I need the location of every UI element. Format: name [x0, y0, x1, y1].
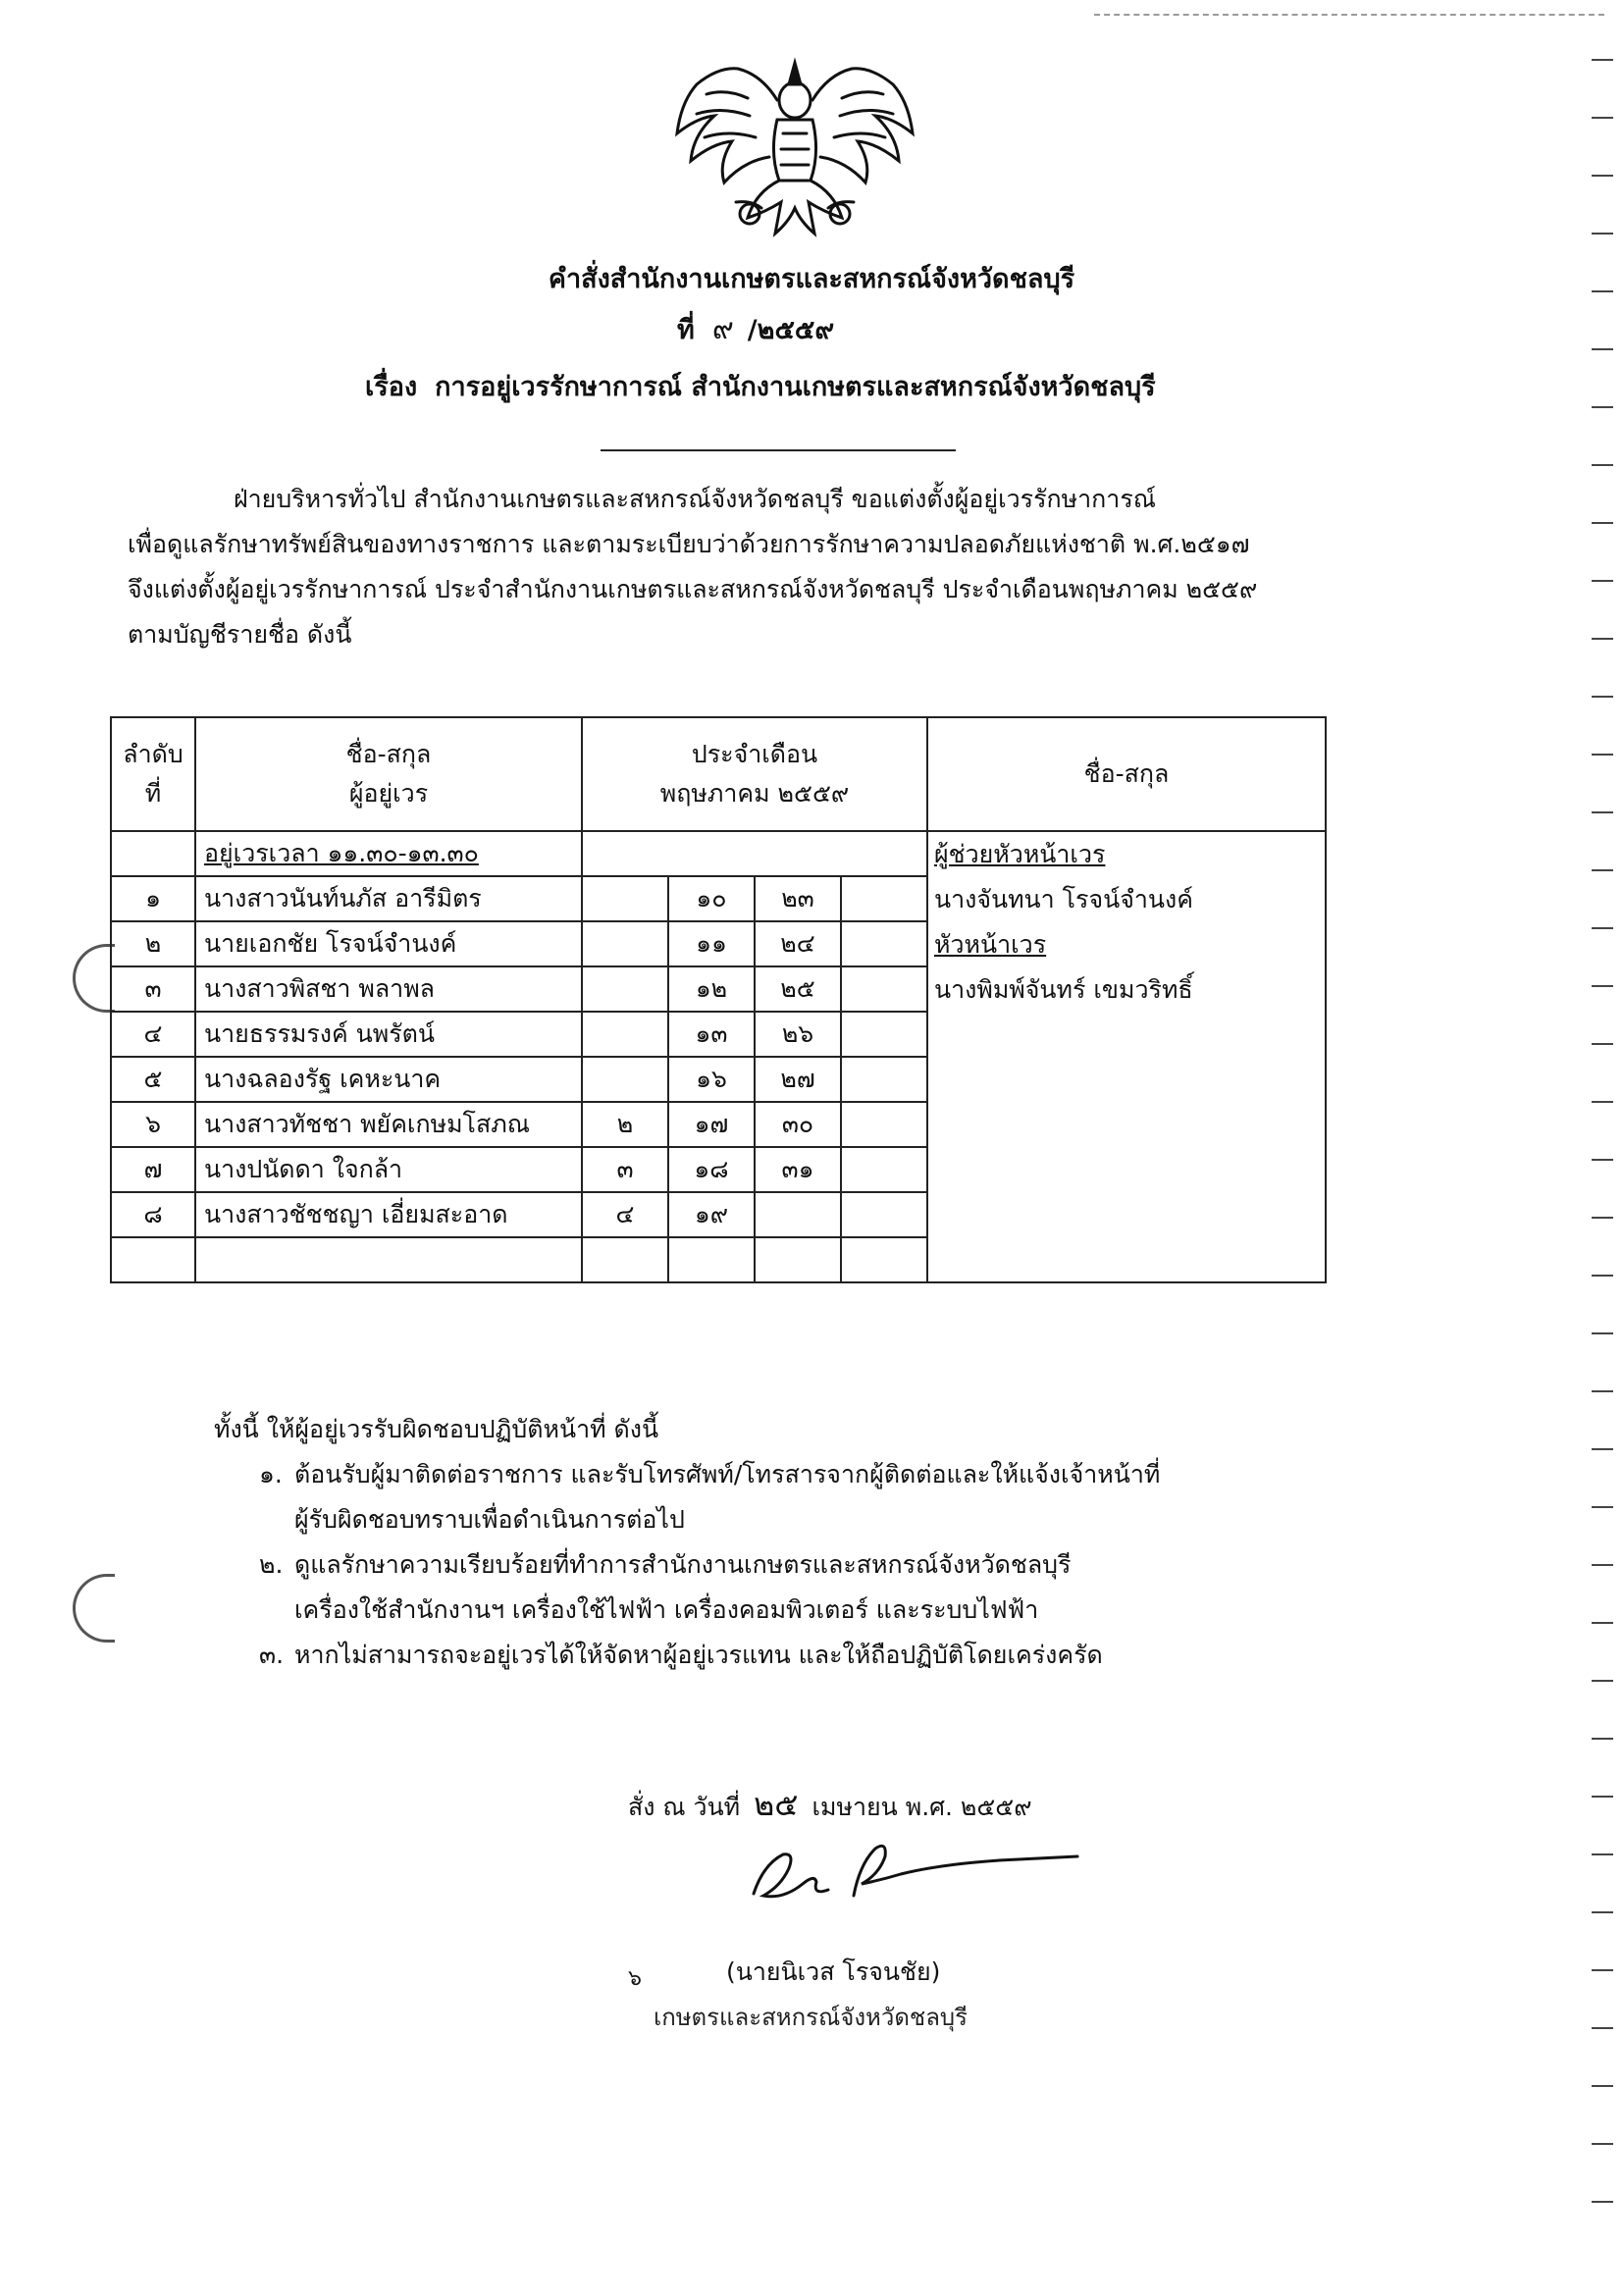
- col-header-no: [111, 717, 195, 831]
- assistant-head-name: นางจันทนา โรจน์จำนงค์: [934, 885, 1193, 913]
- scan-edge-tick: [1592, 1506, 1613, 1508]
- scan-edge-tick: [1592, 2143, 1613, 2145]
- signed-day: ๒๕: [754, 1786, 799, 1823]
- row-day-3: ๒๓: [755, 876, 841, 921]
- row-day-3: ๓๑: [755, 1147, 841, 1192]
- row-no: ๑: [111, 876, 195, 921]
- row-no: ๖: [111, 1102, 195, 1147]
- scan-edge-tick: [1592, 1564, 1613, 1566]
- scan-edge-tick: [1592, 1853, 1613, 1855]
- table-cell: [582, 831, 927, 876]
- row-day-3: ๒๕: [755, 966, 841, 1012]
- scan-edge-tick: [1592, 754, 1613, 756]
- row-day-1: [582, 966, 668, 1012]
- scan-edge-tick: [1592, 1738, 1613, 1740]
- col-header-right-name: ชื่อ-สกุล: [927, 717, 1326, 831]
- scan-edge-tick: [1592, 811, 1613, 813]
- handwritten-signature: [744, 1825, 1087, 1913]
- row-name: นางปนัดดา ใจกล้า: [195, 1147, 582, 1192]
- row-no: ๘: [111, 1192, 195, 1237]
- header-divider: [601, 449, 956, 451]
- duty-text-continued: ผู้รับผิดชอบทราบเพื่อดำเนินการต่อไป: [294, 1505, 685, 1534]
- table-cell: [195, 1237, 582, 1282]
- row-no: ๔: [111, 1012, 195, 1057]
- col-header-name-line1: ชื่อ-สกุล: [345, 740, 432, 768]
- row-day-4: [841, 1102, 927, 1147]
- row-day-1: ๔: [582, 1192, 668, 1237]
- scan-edge-tick: [1592, 1217, 1613, 1219]
- col-header-name-line2: ผู้อยู่เวร: [348, 779, 429, 808]
- table-cell: [111, 1237, 195, 1282]
- scan-edge-tick: [1592, 406, 1613, 408]
- order-title: คำสั่งสำนักงานเกษตรและสหกรณ์จังหวัดชลบุรี: [548, 264, 1075, 294]
- shift-time-cell: [195, 831, 582, 876]
- row-day-3: ๒๖: [755, 1012, 841, 1057]
- scan-edge-tick: [1592, 1448, 1613, 1450]
- scan-edge-tick: [1592, 869, 1613, 871]
- subject-label: เรื่อง: [365, 372, 418, 402]
- head-label: [934, 922, 1325, 967]
- row-day-4: [841, 966, 927, 1012]
- scan-edge-tick: [1592, 117, 1613, 119]
- row-day-3: ๒๔: [755, 921, 841, 966]
- binder-hole-mark: [73, 944, 115, 1013]
- row-name: นายเอกชัย โรจน์จำนงค์: [195, 921, 582, 966]
- table-cell: [841, 1237, 927, 1282]
- table-cell: [668, 1237, 755, 1282]
- assistant-head-label: [934, 832, 1325, 877]
- scan-edge-tick: [1592, 2085, 1613, 2087]
- table-cell: [755, 1237, 841, 1282]
- duty-text: ต้อนรับผู้มาติดต่อราชการ และรับโทรศัพท์/โทรสารจากผู้ติดต่อและให้แจ้งเจ้าหน้าที่: [294, 1460, 1161, 1488]
- scan-edge-tick: [1592, 985, 1613, 987]
- row-name: นางฉลองรัฐ เคหะนาค: [195, 1057, 582, 1102]
- scan-edge-tick: [1592, 1796, 1613, 1798]
- garuda-emblem-icon: [667, 55, 922, 251]
- duty-text-continued: เครื่องใช้สำนักงานฯ เครื่องใช้ไฟฟ้า เครื่องคอมพิวเตอร์ และระบบไฟฟ้า: [294, 1595, 1039, 1624]
- row-day-1: [582, 876, 668, 921]
- row-day-2: ๑๑: [668, 921, 755, 966]
- table-row-shift: [111, 831, 1326, 876]
- table-cell: [582, 1237, 668, 1282]
- row-name: นางสาวพิสชา พลาพล: [195, 966, 582, 1012]
- row-day-2: ๑๖: [668, 1057, 755, 1102]
- scan-edge-tick: [1592, 1159, 1613, 1161]
- head-label-text: หัวหน้าเวร: [934, 930, 1047, 959]
- order-number: [677, 306, 834, 352]
- intro-line-3: จึงแต่งตั้งผู้อยู่เวรรักษาการณ์ ประจำสำนักงานเกษตรและสหกรณ์จังหวัดชลบุรี ประจำเดือนพฤษภาคม ๒๕๕๙: [128, 575, 1258, 603]
- scan-edge-tick: [1592, 1043, 1613, 1045]
- row-day-1: ๒: [582, 1102, 668, 1147]
- scan-edge-tick: [1592, 1911, 1613, 1913]
- row-day-2: ๑๘: [668, 1147, 755, 1192]
- duties-section: [214, 1407, 1160, 1678]
- scan-edge-tick: [1592, 1101, 1613, 1103]
- scan-edge-tick: [1592, 59, 1613, 61]
- row-name: นางสาวทัชชา พยัคเกษมโสภณ: [195, 1102, 582, 1147]
- row-day-4: [841, 876, 927, 921]
- intro-line-4: ตามบัญชีรายชื่อ ดังนี้: [128, 620, 352, 649]
- scan-edge-tick: [1592, 927, 1613, 929]
- duty-item: [259, 1633, 1160, 1678]
- row-day-4: [841, 1012, 927, 1057]
- intro-line-1: ฝ่ายบริหารทั่วไป สำนักงานเกษตรและสหกรณ์จังหวัดชลบุรี ขอแต่งตั้งผู้อยู่เวรรักษาการณ์: [234, 485, 1156, 513]
- scan-top-dashes: [1094, 14, 1604, 16]
- row-name: นางสาวชัชชญา เอี่ยมสะอาด: [195, 1192, 582, 1237]
- scan-edge-tick: [1592, 348, 1613, 350]
- order-year: /๒๕๕๙: [747, 315, 835, 345]
- scan-edge-tick: [1592, 696, 1613, 698]
- row-day-4: [841, 1192, 927, 1237]
- row-day-1: [582, 1012, 668, 1057]
- row-name: นางสาวนันท์นภัส อารีมิตร: [195, 876, 582, 921]
- row-day-2: ๑๙: [668, 1192, 755, 1237]
- row-day-1: [582, 1057, 668, 1102]
- order-subject: [365, 365, 1156, 407]
- col-header-no-line2: ที่: [144, 779, 162, 808]
- scan-edge-marks: [1592, 59, 1617, 2257]
- head-name: นางพิมพ์จันทร์ เขมวริทธิ์: [934, 975, 1193, 1004]
- signed-date-prefix: สั่ง ณ วันที่: [628, 1793, 741, 1821]
- col-header-month: [582, 717, 927, 831]
- row-no: ๓: [111, 966, 195, 1012]
- scan-edge-tick: [1592, 233, 1613, 235]
- table-cell: [111, 831, 195, 876]
- binder-hole-mark: [73, 1574, 115, 1643]
- row-day-3: [755, 1192, 841, 1237]
- duty-number: ๓.: [259, 1641, 285, 1669]
- col-header-month-line2: พฤษภาคม ๒๕๕๙: [659, 779, 850, 808]
- duty-number: ๒.: [259, 1550, 284, 1579]
- scan-edge-tick: [1592, 1275, 1613, 1277]
- row-day-2: ๑๓: [668, 1012, 755, 1057]
- row-day-1: [582, 921, 668, 966]
- duty-item: [259, 1452, 1160, 1497]
- row-day-4: [841, 921, 927, 966]
- scan-edge-tick: [1592, 2201, 1613, 2203]
- row-day-3: ๒๗: [755, 1057, 841, 1102]
- scan-edge-tick: [1592, 580, 1613, 582]
- signed-date: [628, 1780, 1032, 1830]
- row-no: ๗: [111, 1147, 195, 1192]
- row-day-3: ๓๐: [755, 1102, 841, 1147]
- duty-leaders-cell: [927, 831, 1326, 1282]
- shift-time: อยู่เวรเวลา ๑๑.๓๐-๑๓.๓๐: [204, 839, 479, 867]
- duty-number: ๑.: [259, 1460, 283, 1488]
- signer-position: เกษตรและสหกรณ์จังหวัดชลบุรี: [654, 2004, 969, 2031]
- assistant-head-label-text: ผู้ช่วยหัวหน้าเวร: [934, 840, 1106, 868]
- col-header-month-line1: ประจำเดือน: [691, 740, 818, 768]
- row-name: นายธรรมรงค์ นพรัตน์: [195, 1012, 582, 1057]
- order-number-label: ที่: [677, 315, 695, 345]
- signer-name: (นายนิเวส โรจนชัย): [726, 1957, 941, 1986]
- duty-item: [259, 1542, 1160, 1588]
- table-header-row: [111, 717, 1326, 831]
- col-header-name: [195, 717, 582, 831]
- scan-edge-tick: [1592, 1622, 1613, 1624]
- scan-edge-tick: [1592, 175, 1613, 177]
- duty-text: หากไม่สามารถจะอยู่เวรได้ให้จัดหาผู้อยู่เวรแทน และให้ถือปฏิบัติโดยเคร่งครัด: [294, 1641, 1103, 1669]
- row-day-1: ๓: [582, 1147, 668, 1192]
- scan-edge-tick: [1592, 1680, 1613, 1682]
- scan-edge-tick: [1592, 522, 1613, 524]
- duty-roster-table: [110, 716, 1327, 1283]
- row-day-2: ๑๗: [668, 1102, 755, 1147]
- scan-edge-tick: [1592, 1969, 1613, 1971]
- row-day-2: ๑๐: [668, 876, 755, 921]
- order-number-value: ๙: [711, 312, 734, 346]
- scan-edge-tick: [1592, 1390, 1613, 1392]
- row-no: ๒: [111, 921, 195, 966]
- duties-intro: ทั้งนี้ ให้ผู้อยู่เวรรับผิดชอบปฏิบัติหน้าที่ ดังนี้: [214, 1415, 659, 1443]
- signed-month-year: เมษายน พ.ศ. ๒๕๕๙: [812, 1793, 1032, 1821]
- scan-edge-tick: [1592, 1332, 1613, 1334]
- row-day-4: [841, 1057, 927, 1102]
- intro-line-2: เพื่อดูแลรักษาทรัพย์สินของทางราชการ และตามระเบียบว่าด้วยการรักษาความปลอดภัยแห่งชาติ พ.ศ.๒๕๑๗: [128, 530, 1250, 558]
- row-day-2: ๑๒: [668, 966, 755, 1012]
- row-no: ๕: [111, 1057, 195, 1102]
- scan-edge-tick: [1592, 638, 1613, 640]
- col-header-no-line1: ลำดับ: [123, 740, 183, 768]
- signer-mark: ๖: [628, 1966, 642, 1991]
- scan-edge-tick: [1592, 464, 1613, 466]
- scan-edge-tick: [1592, 2027, 1613, 2029]
- row-day-4: [841, 1147, 927, 1192]
- duty-text: ดูแลรักษาความเรียบร้อยที่ทำการสำนักงานเกษตรและสหกรณ์จังหวัดชลบุรี: [294, 1550, 1072, 1579]
- subject-text: การอยู่เวรรักษาการณ์ สำนักงานเกษตรและสหกรณ์จังหวัดชลบุรี: [435, 372, 1156, 402]
